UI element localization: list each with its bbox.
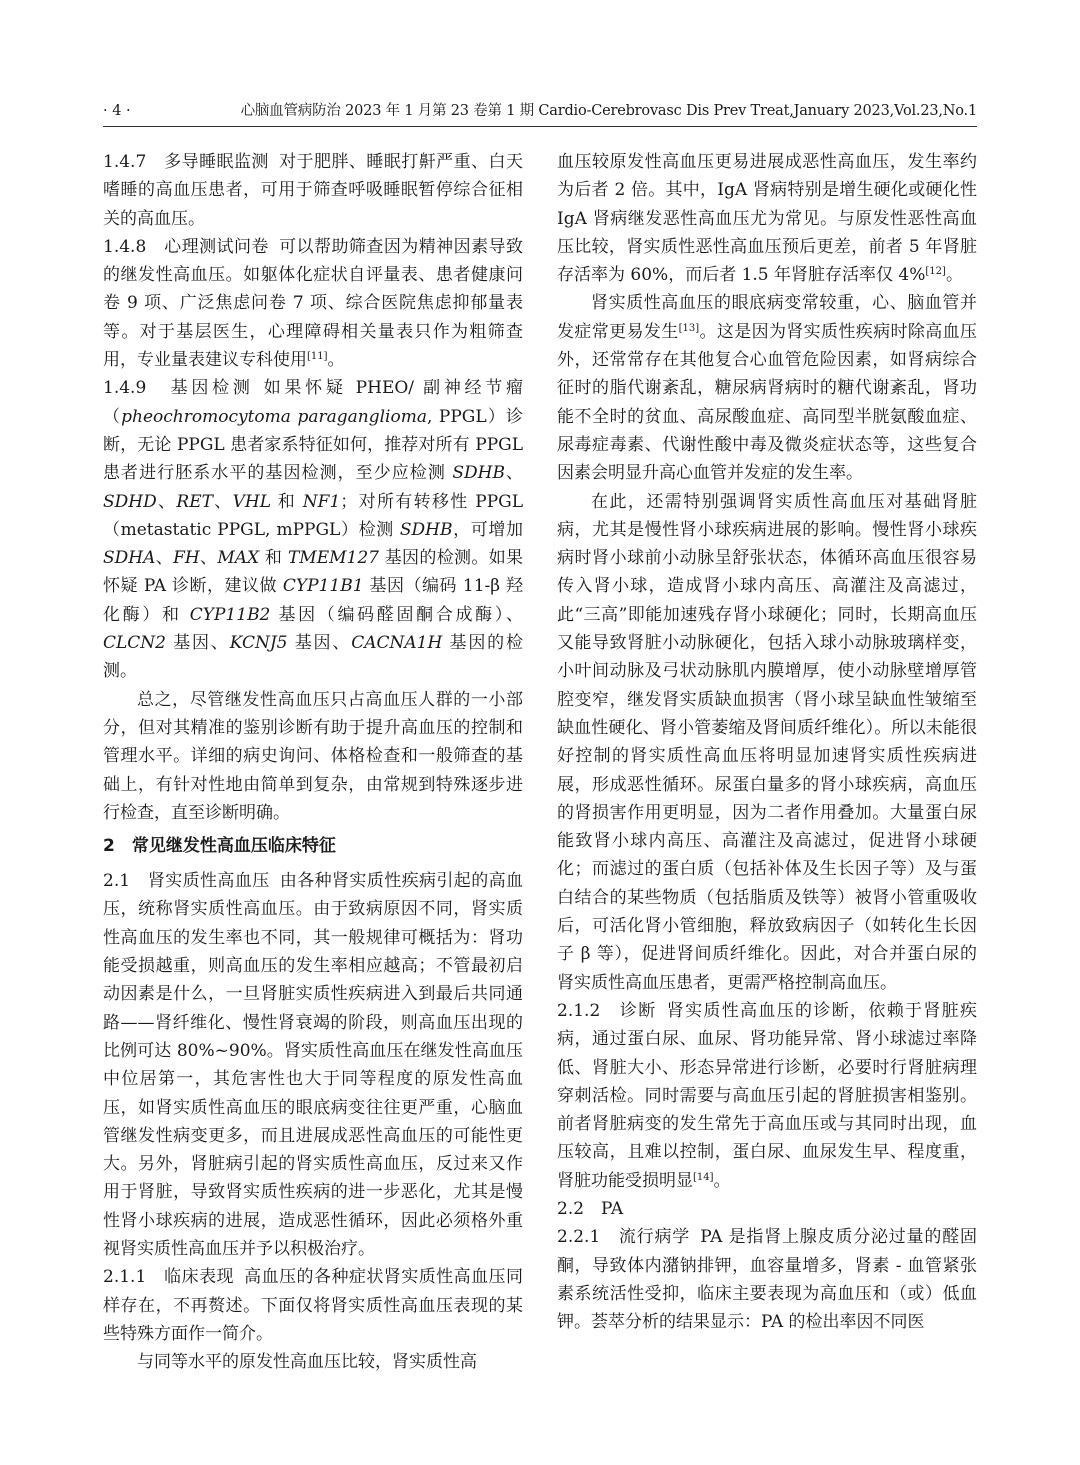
text-fragment: 基因的检测。: [103, 633, 524, 682]
gene-name: CLCN2: [103, 633, 166, 654]
gene-name: SDHB: [452, 463, 505, 484]
heading-1-4-9: 1.4.9 基因检测: [103, 378, 254, 399]
summary-paragraph: 总之，尽管继发性高血压只占高血压人群的一小部分，但对其精准的鉴别诊断有助于提升高血压的控制和管理水平。详细的病史询问、体格检查和一般筛查的基础上，有针对性地由简单到复杂，由常规到特殊逐步进行检查，直至诊断明确。: [103, 689, 523, 823]
text-fragment: 基因（编码 11-β 羟化酶）和: [103, 576, 523, 625]
heading-2-1-2: 2.1.2 诊断: [557, 1000, 657, 1021]
gene-name: RET: [176, 491, 213, 512]
text-fragment: ，可增加: [452, 519, 523, 540]
separator: 、: [156, 491, 177, 512]
running-header: [103, 100, 977, 127]
section-2-1-2: [557, 997, 977, 1195]
gene-name: SDHD: [103, 491, 157, 512]
gene-name: FH: [173, 548, 200, 569]
gene-name: VHL: [232, 491, 272, 512]
section-1-4-9: [103, 374, 523, 685]
right-column: [557, 148, 977, 1336]
text-fragment: 如果怀疑 PHEO/ 副神经节瘤（: [103, 378, 523, 427]
citation-11: [11]: [307, 351, 328, 363]
separator: 和: [271, 491, 303, 512]
punctuation: 。: [713, 1170, 731, 1191]
journal-citation: 心脑血管病防治 2023 年 1 月第 23 卷第 1 期 Cardio-Cerebrovasc Dis Prev Treat,January 2023,Vol.23,No.1: [240, 103, 977, 119]
text-fragment: 基因（编码醛固酮合成酶）、: [270, 604, 524, 625]
text-fragment: 肾实质性高血压的眼底病变常较重，心、脑血管并发症常更易发生: [557, 293, 977, 342]
punctuation: 。: [945, 265, 963, 286]
text-2-1-1: 高血压的各种症状肾实质性高血压同样存在，不再赘述。下面仅将肾实质性高血压表现的某些特殊方面作一简介。: [103, 1267, 523, 1344]
text-fragment: 基因的检测。如果怀疑 PA 诊断，建议做: [103, 548, 524, 597]
gene-name: SDHA: [103, 548, 156, 569]
text-2-2-1: PA 是指肾上腺皮质分泌过量的醛固酮，导致体内潴钠排钾，血容量增多，肾素 - 血管紧张素系统活性受抑，临床主要表现为高血压和（或）低血钾。荟萃分析的结果显示：PA 的检出率因不同医: [557, 1227, 977, 1333]
text-fragment: 基因、: [166, 633, 230, 654]
page-number: · 4 ·: [103, 103, 131, 119]
text-1-4-8: 可以帮助筛查因为精神因素导致的继发性高血压。如躯体化症状自评量表、患者健康问卷 9 项、广泛焦虑问卷 7 项、综合医院焦虑抑郁量表等。对于基层医生，心理障碍相关量表只作为粗筛查用，专业量表建议专科使用: [103, 236, 524, 371]
left-column: [103, 148, 523, 1376]
text-1-4-7: 对于肥胖、睡眠打鼾严重、白天嗜睡的高血压患者，可用于筛查呼吸睡眠暂停综合征相关的高血压。: [103, 152, 524, 229]
citation-12: [12]: [925, 266, 946, 278]
gene-name: NF1: [302, 491, 341, 512]
paragraph-fundus-lesions: [557, 289, 977, 487]
separator: 和: [259, 548, 288, 569]
heading-1-4-7: 1.4.7 多导睡眠监测: [103, 152, 269, 172]
section-2-1: [103, 867, 523, 1263]
section-1-4-8: [103, 233, 523, 374]
heading-1-4-8: 1.4.8 心理测试问卷: [103, 236, 269, 257]
citation-14: [14]: [693, 1171, 714, 1183]
separator: 、: [155, 548, 174, 569]
gene-name: KCNJ5: [229, 633, 288, 654]
separator: 、: [504, 463, 524, 484]
gene-name: SDHB: [399, 519, 453, 540]
text-fragment: 。这是因为肾实质性疾病时除高血压外，还常常存在其他复合心血管危险因素，如肾病综合征时的脂代谢紊乱，糖尿病肾病时的糖代谢紊乱，肾功能不全时的贫血、高尿酸血症、高同型半胱氨酸血症、尿毒症毒素、代谢性酸中毒及微炎症状态等，这些复合因素会明显升高心血管并发症的发生率。: [557, 321, 978, 484]
text-fragment: ；对所有转移性 PPGL（metastatic PPGL, mPPGL）检测: [103, 491, 524, 540]
text-2-1: 由各种肾实质性疾病引起的高血压，统称肾实质性高血压。由于致病原因不同，肾实质性高血压的发生率也不同，其一般规律可概括为：肾功能受损越重，则高血压的发生率相应越高；不管最初启动因素是什么，一旦肾脏实质性疾病进入到最后共同通路——肾纤维化、慢性肾衰竭的阶段，则高血压出现的比例可达 80%~90%。肾实质性高血压在继发性高血压中位居第一，其危害性也大于同等程度的原发性高血压，如肾实质性高血压的眼底病变往往更严重，心脑血管继发性病变更多，而且进展成恶性高血压的可能性更大。另外，肾脏病引起的肾实质性高血压，反过来又作用于肾脏，导致肾实质性疾病的进一步恶化，尤其是慢性肾小球疾病的进展，造成恶性循环，因此必须格外重视肾实质性高血压并予以积极治疗。: [103, 871, 523, 1259]
heading-2-1-1: 2.1.1 临床表现: [103, 1267, 234, 1288]
section-2-2: [557, 1195, 977, 1223]
section-1-4-7: [103, 148, 523, 233]
paragraph-2-1-1-continued: 与同等水平的原发性高血压比较，肾实质性高: [137, 1352, 477, 1373]
separator: 、: [212, 491, 233, 512]
text-fragment: , PPGL）诊断，无论 PPGL 患者家系特征如何，推荐对所有 PPGL 患者进行胚系水平的基因检测，至少应检测: [103, 406, 523, 484]
heading-2-2-1: 2.2.1 流行病学: [557, 1227, 691, 1248]
text-2-1-2: 肾实质性高血压的诊断，依赖于肾脏疾病，通过蛋白尿、血尿、肾功能异常、肾小球滤过率降低、肾脏大小、形态异常进行诊断，必要时行肾脏病理穿刺活检。同时需要与高血压引起的肾脏损害相鉴别。前者肾脏病变的发生常先于高血压或与其同时出现，血压较高，且难以控制，蛋白尿、血尿发生早、程度重，肾脏功能受损明显: [557, 1000, 978, 1191]
text-fragment: 基因、: [287, 633, 352, 654]
punctuation: 。: [327, 350, 345, 371]
heading-2-1: 2.1 肾实质性高血压: [103, 871, 270, 892]
citation-13: [13]: [678, 322, 700, 334]
paragraph-renal-progression: 在此，还需特别强调肾实质性高血压对基础肾脏病，尤其是慢性肾小球疾病进展的影响。慢性肾小球疾病时肾小球前小动脉呈舒张状态，体循环高血压很容易传入肾小球，造成肾小球内高压、高灌注及高滤过，此“三高”即能加速残存肾小球硬化；同时，长期高血压又能导致肾脏小动脉硬化，包括入球小动脉玻璃样变，小叶间动脉及弓状动脉肌内膜增厚，使小动脉壁增厚管腔变窄，继发肾实质缺血损害（肾小球呈缺血性皱缩至缺血性硬化、肾小管萎缩及肾间质纤维化）。所以未能很好控制的肾实质性高血压将明显加速肾实质性疾病进展，形成恶性循环。尿蛋白量多的肾小球疾病，高血压的肾损害作用更明显，因为二者作用叠加。大量蛋白尿能致肾小球内高压、高灌注及高滤过，促进肾小球硬化；而滤过的蛋白质（包括补体及生长因子等）及与蛋白结合的某些物质（包括脂质及铁等）被肾小管重吸收后，可活化肾小管细胞，释放致病因子（如转化生长因子 β 等），促进肾间质纤维化。因此，对合并蛋白尿的肾实质性高血压患者，更需严格控制高血压。: [557, 491, 977, 993]
gene-name: CYP11B1: [282, 576, 364, 597]
gene-name: CYP11B2: [189, 604, 271, 625]
section-2-title: 2 常见继发性高血压临床特征: [103, 836, 336, 857]
paragraph-continuation: [557, 148, 977, 289]
heading-2-2: 2.2 PA: [557, 1198, 624, 1219]
text-fragment: 血压较原发性高血压更易进展成恶性高血压，发生率约为后者 2 倍。其中，IgA 肾病特别是增生硬化或硬化性 IgA 肾病继发恶性高血压尤为常见。与原发性恶性高血压比较，肾实质性恶性高血压预后更差，前者 5 年肾脏存活率为 60%，而后者 1.5 年肾脏存活率仅 4%: [557, 152, 977, 286]
gene-name: CACNA1H: [351, 633, 443, 654]
gene-name: MAX: [217, 548, 260, 569]
gene-name: TMEM127: [287, 548, 379, 569]
latin-term: pheochromocytoma paraganglioma: [121, 406, 427, 427]
separator: 、: [199, 548, 218, 569]
section-2-1-1: [103, 1263, 523, 1348]
section-2-2-1: [557, 1223, 977, 1336]
